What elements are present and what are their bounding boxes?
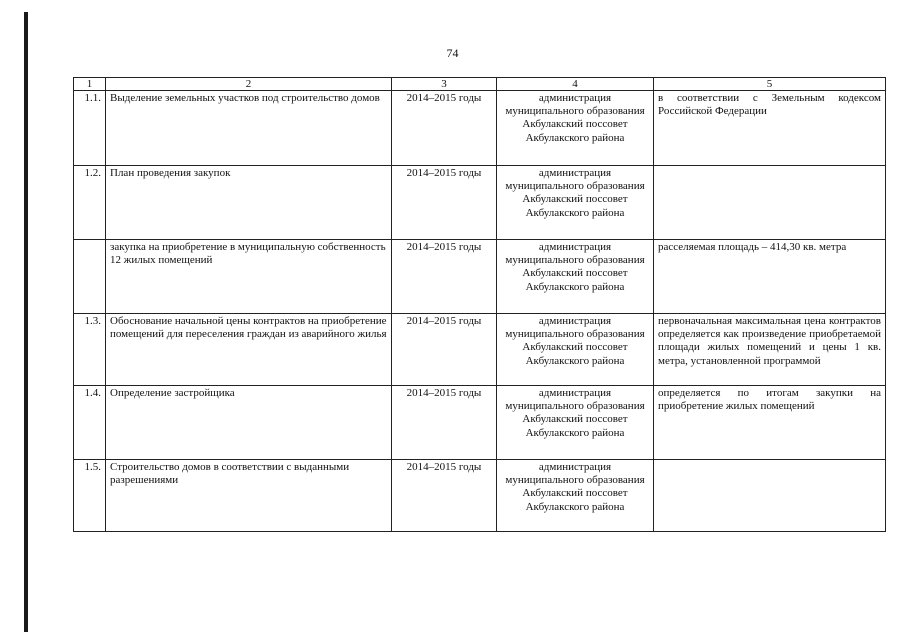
item-note xyxy=(654,166,886,240)
item-executor: администрация муниципального образования Акбулакский поссовет Акбулакского района xyxy=(497,240,654,314)
item-note xyxy=(654,460,886,532)
item-description: Выделение земельных участков под строительство домов xyxy=(106,91,392,166)
table-row xyxy=(74,386,886,460)
item-number: 1.2. xyxy=(74,166,106,240)
table-row xyxy=(74,460,886,532)
item-description: Строительство домов в соответствии с выданными разрешениями xyxy=(106,460,392,532)
item-note: в соответствии с Земельным кодексом Российской Федерации xyxy=(654,91,886,166)
item-note: первоначальная максимальная цена контрактов определяется как произведение приобретаемой площади жилых помещений и цены 1 кв. метра, установленной программой xyxy=(654,314,886,386)
item-executor: администрация муниципального образования Акбулакский поссовет Акбулакского района xyxy=(497,386,654,460)
item-executor: администрация муниципального образования Акбулакский поссовет Акбулакского района xyxy=(497,91,654,166)
item-period: 2014–2015 годы xyxy=(392,386,497,460)
item-number: 1.3. xyxy=(74,314,106,386)
item-description: План проведения закупок xyxy=(106,166,392,240)
table-row xyxy=(74,240,886,314)
item-note: расселяемая площадь – 414,30 кв. метра xyxy=(654,240,886,314)
header-cell: 5 xyxy=(654,78,886,91)
header-cell: 3 xyxy=(392,78,497,91)
item-note: определяется по итогам закупки на приобретение жилых помещений xyxy=(654,386,886,460)
item-period: 2014–2015 годы xyxy=(392,240,497,314)
table-header-row xyxy=(74,78,886,91)
item-number: 1.1. xyxy=(74,91,106,166)
table-row xyxy=(74,314,886,386)
item-number: 1.4. xyxy=(74,386,106,460)
item-executor: администрация муниципального образования Акбулакский поссовет Акбулакского района xyxy=(497,460,654,532)
item-executor: администрация муниципального образования Акбулакский поссовет Акбулакского района xyxy=(497,314,654,386)
item-description: закупка на приобретение в муниципальную собственность 12 жилых помещений xyxy=(106,240,392,314)
item-period: 2014–2015 годы xyxy=(392,166,497,240)
item-executor: администрация муниципального образования Акбулакский поссовет Акбулакского района xyxy=(497,166,654,240)
item-period: 2014–2015 годы xyxy=(392,91,497,166)
table-row xyxy=(74,91,886,166)
item-number: 1.5. xyxy=(74,460,106,532)
item-period: 2014–2015 годы xyxy=(392,314,497,386)
item-number xyxy=(74,240,106,314)
plan-table xyxy=(73,77,886,532)
header-cell: 1 xyxy=(74,78,106,91)
item-description: Обоснование начальной цены контрактов на приобретение помещений для переселения граждан из аварийного жилья xyxy=(106,314,392,386)
header-cell: 2 xyxy=(106,78,392,91)
item-description: Определение застройщика xyxy=(106,386,392,460)
header-cell: 4 xyxy=(497,78,654,91)
scan-edge-line xyxy=(24,12,28,632)
item-period: 2014–2015 годы xyxy=(392,460,497,532)
page-number: 74 xyxy=(446,46,459,60)
table-row xyxy=(74,166,886,240)
